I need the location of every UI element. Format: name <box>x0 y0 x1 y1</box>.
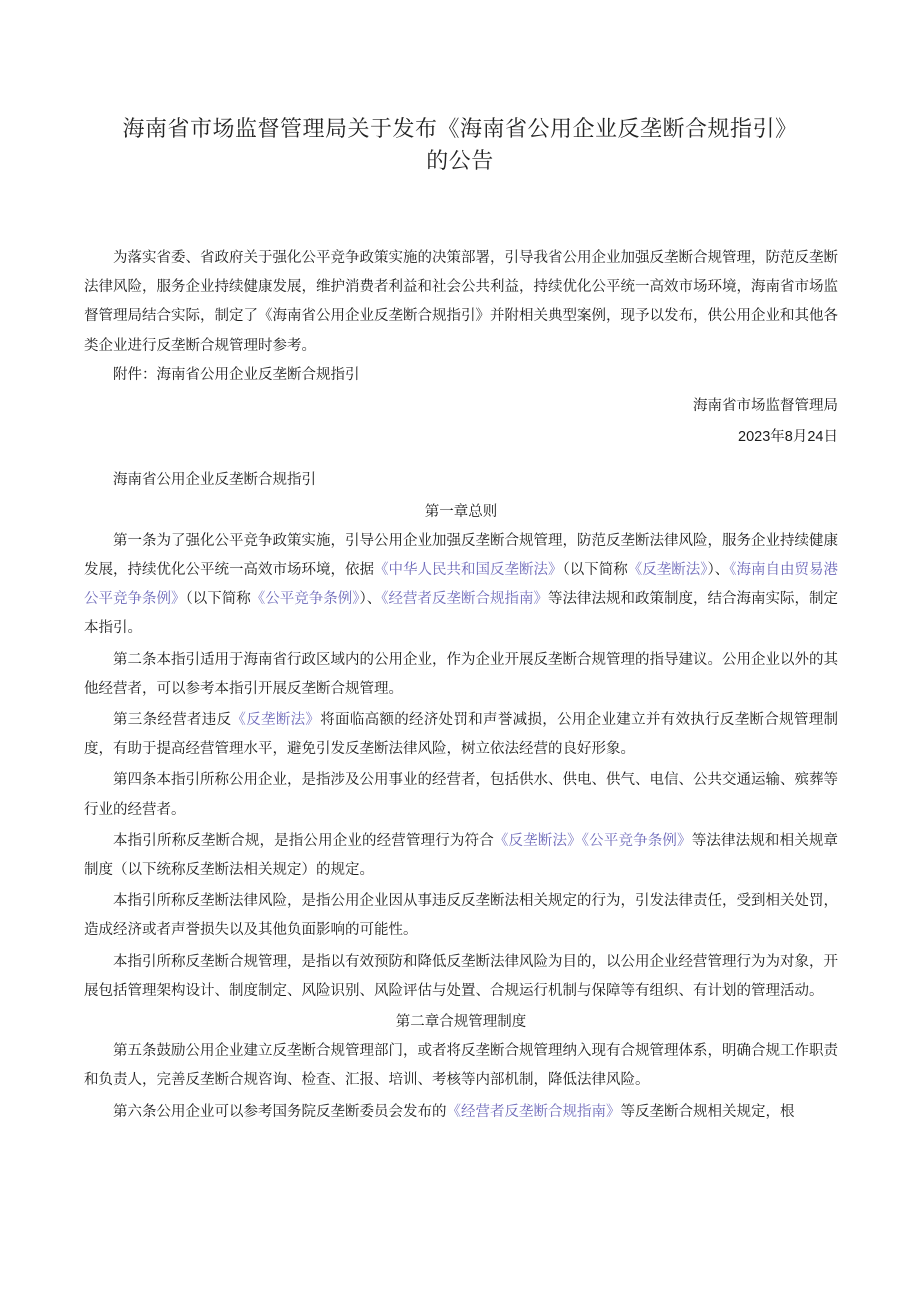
law-link-fair-competition-regulation[interactable]: 《公平竞争条例》 <box>250 591 360 608</box>
article-3-text-b: 将面临高额的经济处罚和声誉减损，公用企业建立并有效执行反垄断合规管理制度，有助于提高经营管理水平，避免引发反垄断法律风险，树立依法经营的良好形象。 <box>84 712 839 758</box>
article-1-text-c: ）、 <box>707 562 730 579</box>
attachment-line: 附件：海南省公用企业反垄断合规指引 <box>113 366 360 383</box>
definition-legal-risk: 本指引所称反垄断法律风险，是指公用企业因从事违反反垄断法相关规定的行为，引发法律责任，受到相关处罚，造成经济或者声誉损失以及其他负面影响的可能性。 <box>84 893 838 939</box>
article-2: 第二条本指引适用于海南省行政区域内的公用企业，作为企业开展反垄断合规管理的指导建议。公用企业以外的其他经营者，可以参考本指引开展反垄断合规管理。 <box>84 651 838 697</box>
chapter-2-heading: 第二章合规管理制度 <box>395 1014 527 1031</box>
article-1-text-a: 第一条为了强化公平竞争政策实施，引导公用企业加强反垄断合规管理，防范反垄断法律风险，服务企业持续健康发展，持续优化公平统一高效市场环境，依据 <box>84 532 838 579</box>
article-1-text-d: （以下简称 <box>185 591 251 608</box>
law-link-anti-monopoly-law-art3[interactable]: 《反垄断法》 <box>231 712 321 729</box>
law-link-anti-monopoly-law-def[interactable]: 《反垄断法》 <box>493 832 582 849</box>
document-body <box>84 244 838 1129</box>
article-4: 第四条本指引所称公用企业，是指涉及公用事业的经营者，包括供水、供电、供气、电信、公共交通运输、殡葬等行业的经营者。 <box>84 772 838 818</box>
definition-compliance-text-a: 本指引所称反垄断合规，是指公用企业的经营管理行为符合 <box>113 832 494 849</box>
article-5: 第五条鼓励公用企业建立反垄断合规管理部门，或者将反垄断合规管理纳入现有合规管理体系，明确合规工作职责和负责人，完善反垄断合规咨询、检查、汇报、培训、考核等内部机制，降低法律风险。 <box>84 1043 838 1089</box>
chapter-1-heading: 第一章总则 <box>424 503 498 520</box>
article-1-text-b: （以下简称 <box>562 562 628 579</box>
article-1-text-f: 等法律法规和政策制度，结合海南实际，制定本指引。 <box>84 591 838 637</box>
definition-compliance <box>84 827 838 885</box>
law-link-fair-competition-def[interactable]: 《公平竞争条例》 <box>581 832 692 849</box>
article-3 <box>84 706 838 764</box>
article-6-text-a: 第六条公用企业可以参考国务院反垄断委员会发布的 <box>113 1103 447 1120</box>
document-title <box>60 114 860 178</box>
law-link-anti-monopoly-law[interactable]: 《反垄断法》 <box>627 562 708 579</box>
guide-title: 海南省公用企业反垄断合规指引 <box>113 472 316 489</box>
article-1-text-e: ）、 <box>359 591 382 608</box>
law-link-anti-monopoly-law-full[interactable]: 《中华人民共和国反垄断法》 <box>374 562 563 579</box>
article-3-text-a: 第三条经营者违反 <box>113 712 232 729</box>
law-link-compliance-guide-art6[interactable]: 《经营者反垄断合规指南》 <box>446 1103 621 1120</box>
definition-compliance-text-b: 等法律法规和相关规章制度（以下统称反垄断法相关规定）的规定。 <box>84 832 839 879</box>
title-line-1: 海南省市场监督管理局关于发布《海南省公用企业反垄断合规指引》 <box>122 117 798 142</box>
law-link-hainan-fair-competition[interactable]: 《海南自由贸易港公平竞争条例》 <box>84 562 838 608</box>
article-1 <box>84 527 838 644</box>
intro-paragraph: 为落实省委、省政府关于强化公平竞争政策实施的决策部署，引导我省公用企业加强反垄断合规管理，防范反垄断法律风险，服务企业持续健康发展，维护消费者利益和社会公共利益，持续优化公平统一高效市场环境，海南省市场监督管理局结合实际，制定了《海南省公用企业反垄断合规指引》并附相关典型案例，现予以发布，供公用企业和其他各类企业进行反垄断合规管理时参考。 <box>84 250 838 354</box>
issue-date: 2023年8月24日 <box>738 429 838 446</box>
definition-compliance-management: 本指引所称反垄断合规管理，是指以有效预防和降低反垄断法律风险为目的，以公用企业经营管理行为为对象，开展包括管理架构设计、制度制定、风险识别、风险评估与处置、合规运行机制与保障等有组织、有计划的管理活动。 <box>84 953 838 999</box>
title-line-2: 的公告 <box>426 149 494 174</box>
law-link-compliance-guide[interactable]: 《经营者反垄断合规指南》 <box>381 591 548 608</box>
article-6-text-b: 等反垄断合规相关规定，根 <box>620 1103 795 1120</box>
article-6 <box>84 1098 838 1127</box>
issuer-signature: 海南省市场监督管理局 <box>693 398 838 415</box>
